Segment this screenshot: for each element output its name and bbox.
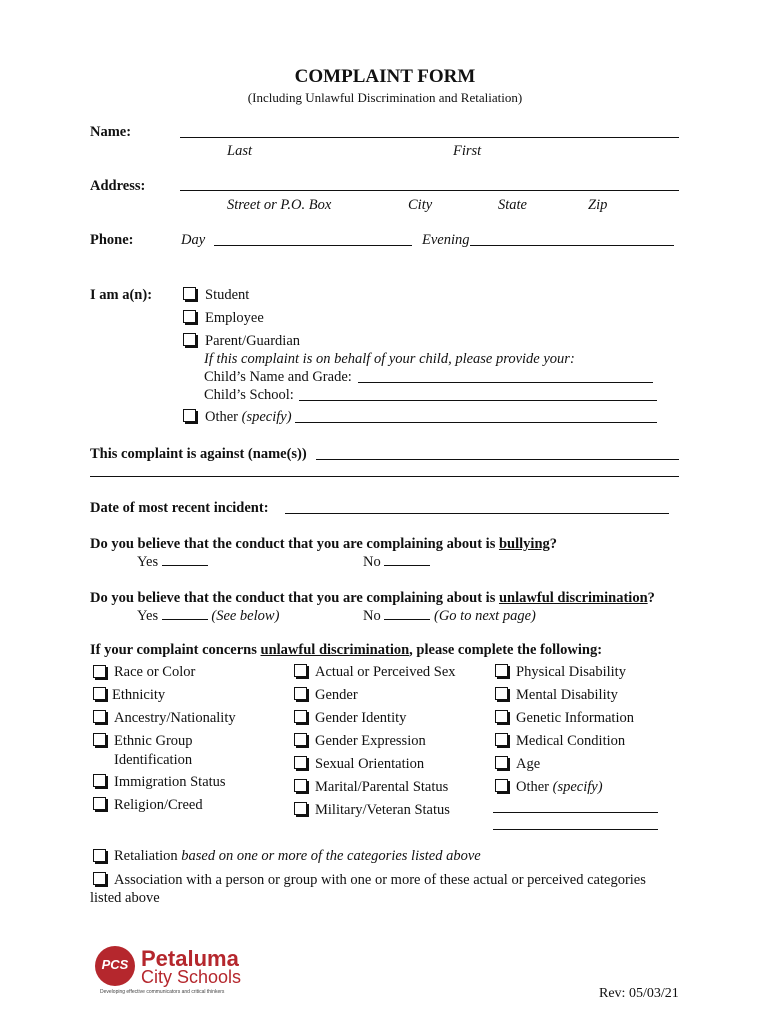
child-name-field[interactable]	[358, 382, 653, 383]
other-category-label	[516, 779, 603, 796]
religion-label: Religion/Creed	[114, 797, 203, 813]
gender-identity-label: Gender Identity	[315, 710, 407, 726]
name-first-caption: First	[453, 143, 482, 159]
phone-evening-field[interactable]	[470, 245, 674, 246]
other-category-field-2[interactable]	[493, 829, 658, 830]
phone-evening-caption: Evening	[422, 232, 470, 248]
other-category-field-1[interactable]	[493, 812, 658, 813]
logo-name-line-2: City Schools	[141, 967, 242, 987]
sex-checkbox[interactable]	[294, 664, 307, 677]
bullying-yes	[137, 553, 208, 571]
sexual-orientation-checkbox[interactable]	[294, 756, 307, 769]
district-logo-seal	[95, 946, 135, 986]
ethnicity-label: Ethnicity	[112, 687, 166, 703]
address-label: Address:	[90, 178, 146, 194]
sex-label: Actual or Perceived Sex	[315, 664, 456, 680]
address-street-caption: Street or P.O. Box	[227, 197, 332, 213]
race-label: Race or Color	[114, 664, 196, 680]
incident-label: Date of most recent incident:	[90, 500, 269, 516]
other-role-checkbox[interactable]	[183, 409, 196, 422]
bullying-question-post: ?	[549, 536, 558, 552]
discrimination-no-note: (Go to next page)	[433, 608, 536, 624]
address-field[interactable]	[180, 190, 679, 191]
logo-tagline: Developing effective communicators and critical thinkers	[100, 989, 225, 995]
address-zip-caption: Zip	[588, 197, 608, 213]
revision-date: Rev: 05/03/21	[599, 986, 679, 1001]
ethnic-group-label: Ethnic Group	[114, 733, 193, 749]
ancestry-label: Ancestry/Nationality	[114, 710, 236, 726]
discrimination-yes	[137, 607, 279, 625]
categories-heading-post: , please complete the following:	[409, 642, 603, 658]
marital-label: Marital/Parental Status	[315, 779, 449, 795]
against-field-2[interactable]	[90, 476, 679, 477]
parent-label: Parent/Guardian	[205, 333, 301, 349]
student-label: Student	[205, 287, 250, 303]
bullying-question-pre: Do you believe that the conduct that you are complaining about is	[90, 536, 499, 552]
medical-label: Medical Condition	[516, 733, 626, 749]
against-label: This complaint is against (name(s))	[90, 446, 307, 462]
against-field-1[interactable]	[316, 459, 679, 460]
employee-label: Employee	[205, 310, 264, 326]
gender-expression-label: Gender Expression	[315, 733, 426, 749]
name-last-caption: Last	[227, 143, 252, 159]
sexual-orientation-label: Sexual Orientation	[315, 756, 425, 772]
discrimination-question-post: ?	[647, 590, 655, 606]
ethnic-group-label-2: Identification	[114, 752, 193, 768]
address-city-caption: City	[408, 197, 433, 213]
mental-disability-label: Mental Disability	[516, 687, 618, 703]
retaliation-checkbox[interactable]	[93, 849, 106, 862]
phone-label: Phone:	[90, 232, 134, 248]
race-checkbox[interactable]	[93, 665, 106, 678]
discrimination-no-label: No	[363, 608, 381, 624]
gender-label: Gender	[315, 687, 358, 703]
child-school-field[interactable]	[299, 400, 657, 401]
bullying-question	[90, 536, 557, 553]
physical-disability-checkbox[interactable]	[495, 664, 508, 677]
bullying-no-field[interactable]	[384, 553, 430, 566]
bullying-yes-field[interactable]	[162, 553, 208, 566]
role-label: I am a(n):	[90, 287, 153, 303]
phone-day-caption: Day	[181, 232, 206, 248]
child-school-label: Child’s School:	[204, 387, 294, 403]
other-role-field[interactable]	[295, 422, 657, 423]
military-checkbox[interactable]	[294, 802, 307, 815]
discrimination-yes-field[interactable]	[162, 607, 208, 620]
immigration-checkbox[interactable]	[93, 774, 106, 787]
name-field[interactable]	[180, 137, 679, 138]
page-subtitle: (Including Unlawful Discrimination and Retaliation)	[247, 90, 523, 105]
ethnic-group-checkbox[interactable]	[93, 733, 106, 746]
age-label: Age	[516, 756, 541, 772]
behalf-note: If this complaint is on behalf of your child, please provide your:	[204, 351, 575, 367]
genetic-label: Genetic Information	[516, 710, 634, 726]
other-category-checkbox[interactable]	[495, 779, 508, 792]
ancestry-checkbox[interactable]	[93, 710, 106, 723]
gender-checkbox[interactable]	[294, 687, 307, 700]
age-checkbox[interactable]	[495, 756, 508, 769]
phone-day-field[interactable]	[214, 245, 412, 246]
page-title: COMPLAINT FORM	[294, 66, 476, 87]
categories-heading-key: unlawful discrimination	[260, 642, 410, 658]
parent-checkbox[interactable]	[183, 333, 196, 346]
logo-name-line-1: Petaluma	[141, 946, 239, 971]
discrimination-no-field[interactable]	[384, 607, 430, 620]
marital-checkbox[interactable]	[294, 779, 307, 792]
association-line-2: listed above	[90, 890, 160, 906]
other-role-specify: (specify)	[241, 409, 292, 425]
name-label: Name:	[90, 124, 132, 140]
other-role-text: Other	[205, 409, 239, 425]
bullying-yes-label: Yes	[137, 554, 159, 570]
logo-monogram: PCS	[101, 957, 129, 972]
child-name-label: Child’s Name and Grade:	[204, 369, 352, 385]
categories-heading-pre: If your complaint concerns	[90, 642, 261, 658]
discrimination-question	[90, 590, 655, 607]
association-line-1: Association with a person or group with one or more of these actual or perceived categories	[114, 872, 646, 888]
incident-date-field[interactable]	[285, 513, 669, 514]
genetic-checkbox[interactable]	[495, 710, 508, 723]
religion-checkbox[interactable]	[93, 797, 106, 810]
retaliation-label: Retaliation	[114, 848, 178, 864]
physical-disability-label: Physical Disability	[516, 664, 626, 680]
categories-heading	[90, 642, 602, 659]
gender-identity-checkbox[interactable]	[294, 710, 307, 723]
immigration-label: Immigration Status	[114, 774, 226, 790]
military-label: Military/Veteran Status	[315, 802, 450, 818]
discrimination-yes-note: (See below)	[211, 608, 280, 624]
other-category-specify: (specify)	[552, 779, 603, 795]
employee-checkbox[interactable]	[183, 310, 196, 323]
bullying-question-key: bullying	[498, 536, 550, 552]
discrimination-yes-label: Yes	[137, 608, 159, 624]
mental-disability-checkbox[interactable]	[495, 687, 508, 700]
address-state-caption: State	[498, 197, 527, 213]
other-category-text: Other	[516, 779, 550, 795]
association-checkbox[interactable]	[93, 872, 106, 885]
medical-checkbox[interactable]	[495, 733, 508, 746]
discrimination-no	[363, 607, 536, 625]
bullying-no-label: No	[363, 554, 381, 570]
other-role-label	[205, 409, 292, 426]
student-checkbox[interactable]	[183, 287, 196, 300]
gender-expression-checkbox[interactable]	[294, 733, 307, 746]
bullying-no	[363, 553, 430, 571]
retaliation-text	[114, 848, 481, 865]
retaliation-note: based on one or more of the categories listed above	[181, 848, 481, 864]
discrimination-question-pre: Do you believe that the conduct that you are complaining about is	[90, 590, 499, 606]
ethnicity-checkbox[interactable]	[93, 687, 106, 700]
discrimination-question-key: unlawful discrimination	[498, 590, 648, 606]
